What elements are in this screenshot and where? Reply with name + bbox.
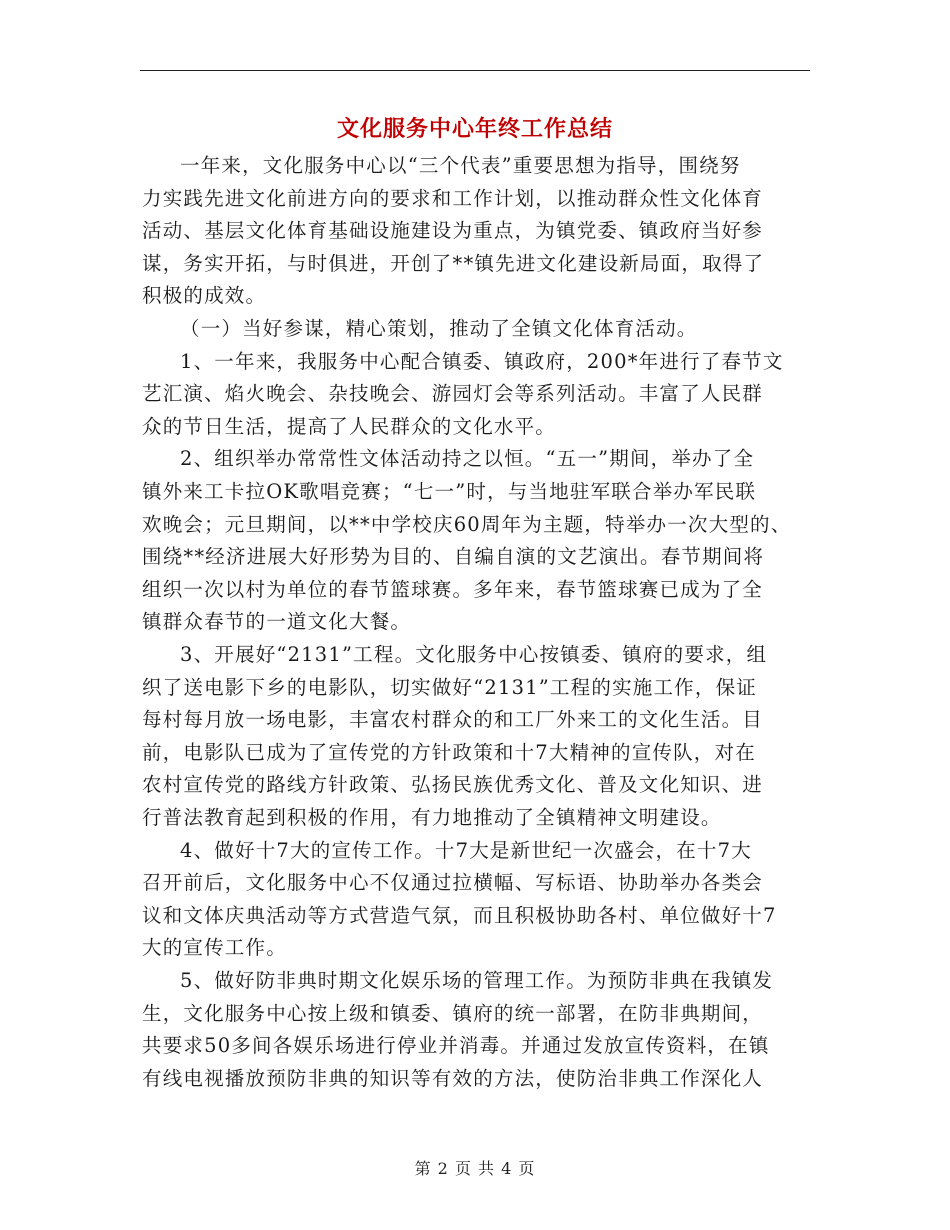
- text-line: 4、做好十7大的宣传工作。十7大是新世纪一次盛会，在十7大: [180, 839, 752, 862]
- text-line: 围绕**经济进展大好形势为目的、自编自演的文艺演出。春节期间将: [142, 545, 765, 568]
- text-line: 众的节日生活，提高了人民群众的文化水平。: [142, 415, 557, 438]
- text-line: 5、做好防非典时期文化娱乐场的管理工作。为预防非典在我镇发: [180, 969, 774, 992]
- text-line: 活动、基层文化体育基础设施建设为重点，为镇党委、镇政府当好参: [142, 219, 764, 242]
- text-line: 共要求50多间各娱乐场进行停业并消毒。并通过发放宣传资料，在镇: [142, 1034, 770, 1057]
- text-line: 有线电视播放预防非典的知识等有效的方法，使防治非典工作深化人: [142, 1067, 764, 1090]
- text-line: 生，文化服务中心按上级和镇委、镇府的统一部署，在防非典期间，: [142, 1002, 764, 1025]
- text-line: 艺汇演、焰火晚会、杂技晚会、游园灯会等系列活动。丰富了人民群: [142, 382, 764, 405]
- header-rule: [140, 70, 810, 71]
- text-line: 力实践先进文化前进方向的要求和工作计划，以推动群众性文化体育: [142, 187, 764, 210]
- text-line: 前，电影队已成为了宣传党的方针政策和十7大精神的宣传队，对在: [142, 741, 756, 764]
- text-line: 镇外来工卡拉OK歌唱竞赛；“七一”时，与当地驻军联合举办军民联: [142, 480, 757, 503]
- text-line: 3、开展好“2131”工程。文化服务中心按镇委、镇府的要求，组: [180, 643, 768, 666]
- text-line: 谋，务实开拓，与时俱进，开创了**镇先进文化建设新局面，取得了: [142, 252, 765, 275]
- text-line: 每村每月放一场电影，丰富农村群众的和工厂外来工的文化生活。目: [142, 708, 764, 731]
- text-line: 2、组织举办常常性文体活动持之以恒。“五一”期间，举办了全: [180, 447, 755, 470]
- text-line: 行普法教育起到积极的作用，有力地推动了全镇精神文明建设。: [142, 806, 722, 829]
- text-line: 召开前后，文化服务中心不仅通过拉横幅、写标语、协助举办各类会: [142, 871, 764, 894]
- text-line: 欢晚会；元旦期间，以**中学校庆60周年为主题，特举办一次大型的、: [142, 513, 792, 536]
- page-title: 文化服务中心年终工作总结: [336, 116, 613, 142]
- page-footer: 第 2 页 共 4 页: [414, 1159, 536, 1178]
- text-line: 1、一年来，我服务中心配合镇委、镇政府，200*年进行了春节文: [180, 350, 784, 373]
- text-line: 农村宣传党的路线方针政策、弘扬民族优秀文化、普及文化知识、进: [142, 773, 764, 796]
- text-line: 积极的成效。: [142, 284, 267, 307]
- text-line: 镇群众春节的一道文化大餐。: [142, 610, 412, 633]
- text-line: 大的宣传工作。: [142, 936, 287, 959]
- text-line: 议和文体庆典活动等方式营造气氛，而且积极协助各村、单位做好十7: [142, 904, 777, 927]
- text-line: 一年来，文化服务中心以“三个代表”重要思想为指导，围绕努: [180, 154, 741, 177]
- text-line: 织了送电影下乡的电影队，切实做好“2131”工程的实施工作，保证: [142, 676, 757, 699]
- text-line: 组织一次以村为单位的春节篮球赛。多年来，春节篮球赛已成为了全: [142, 578, 764, 601]
- text-line: （一）当好参谋，精心策划，推动了全镇文化体育活动。: [180, 317, 698, 340]
